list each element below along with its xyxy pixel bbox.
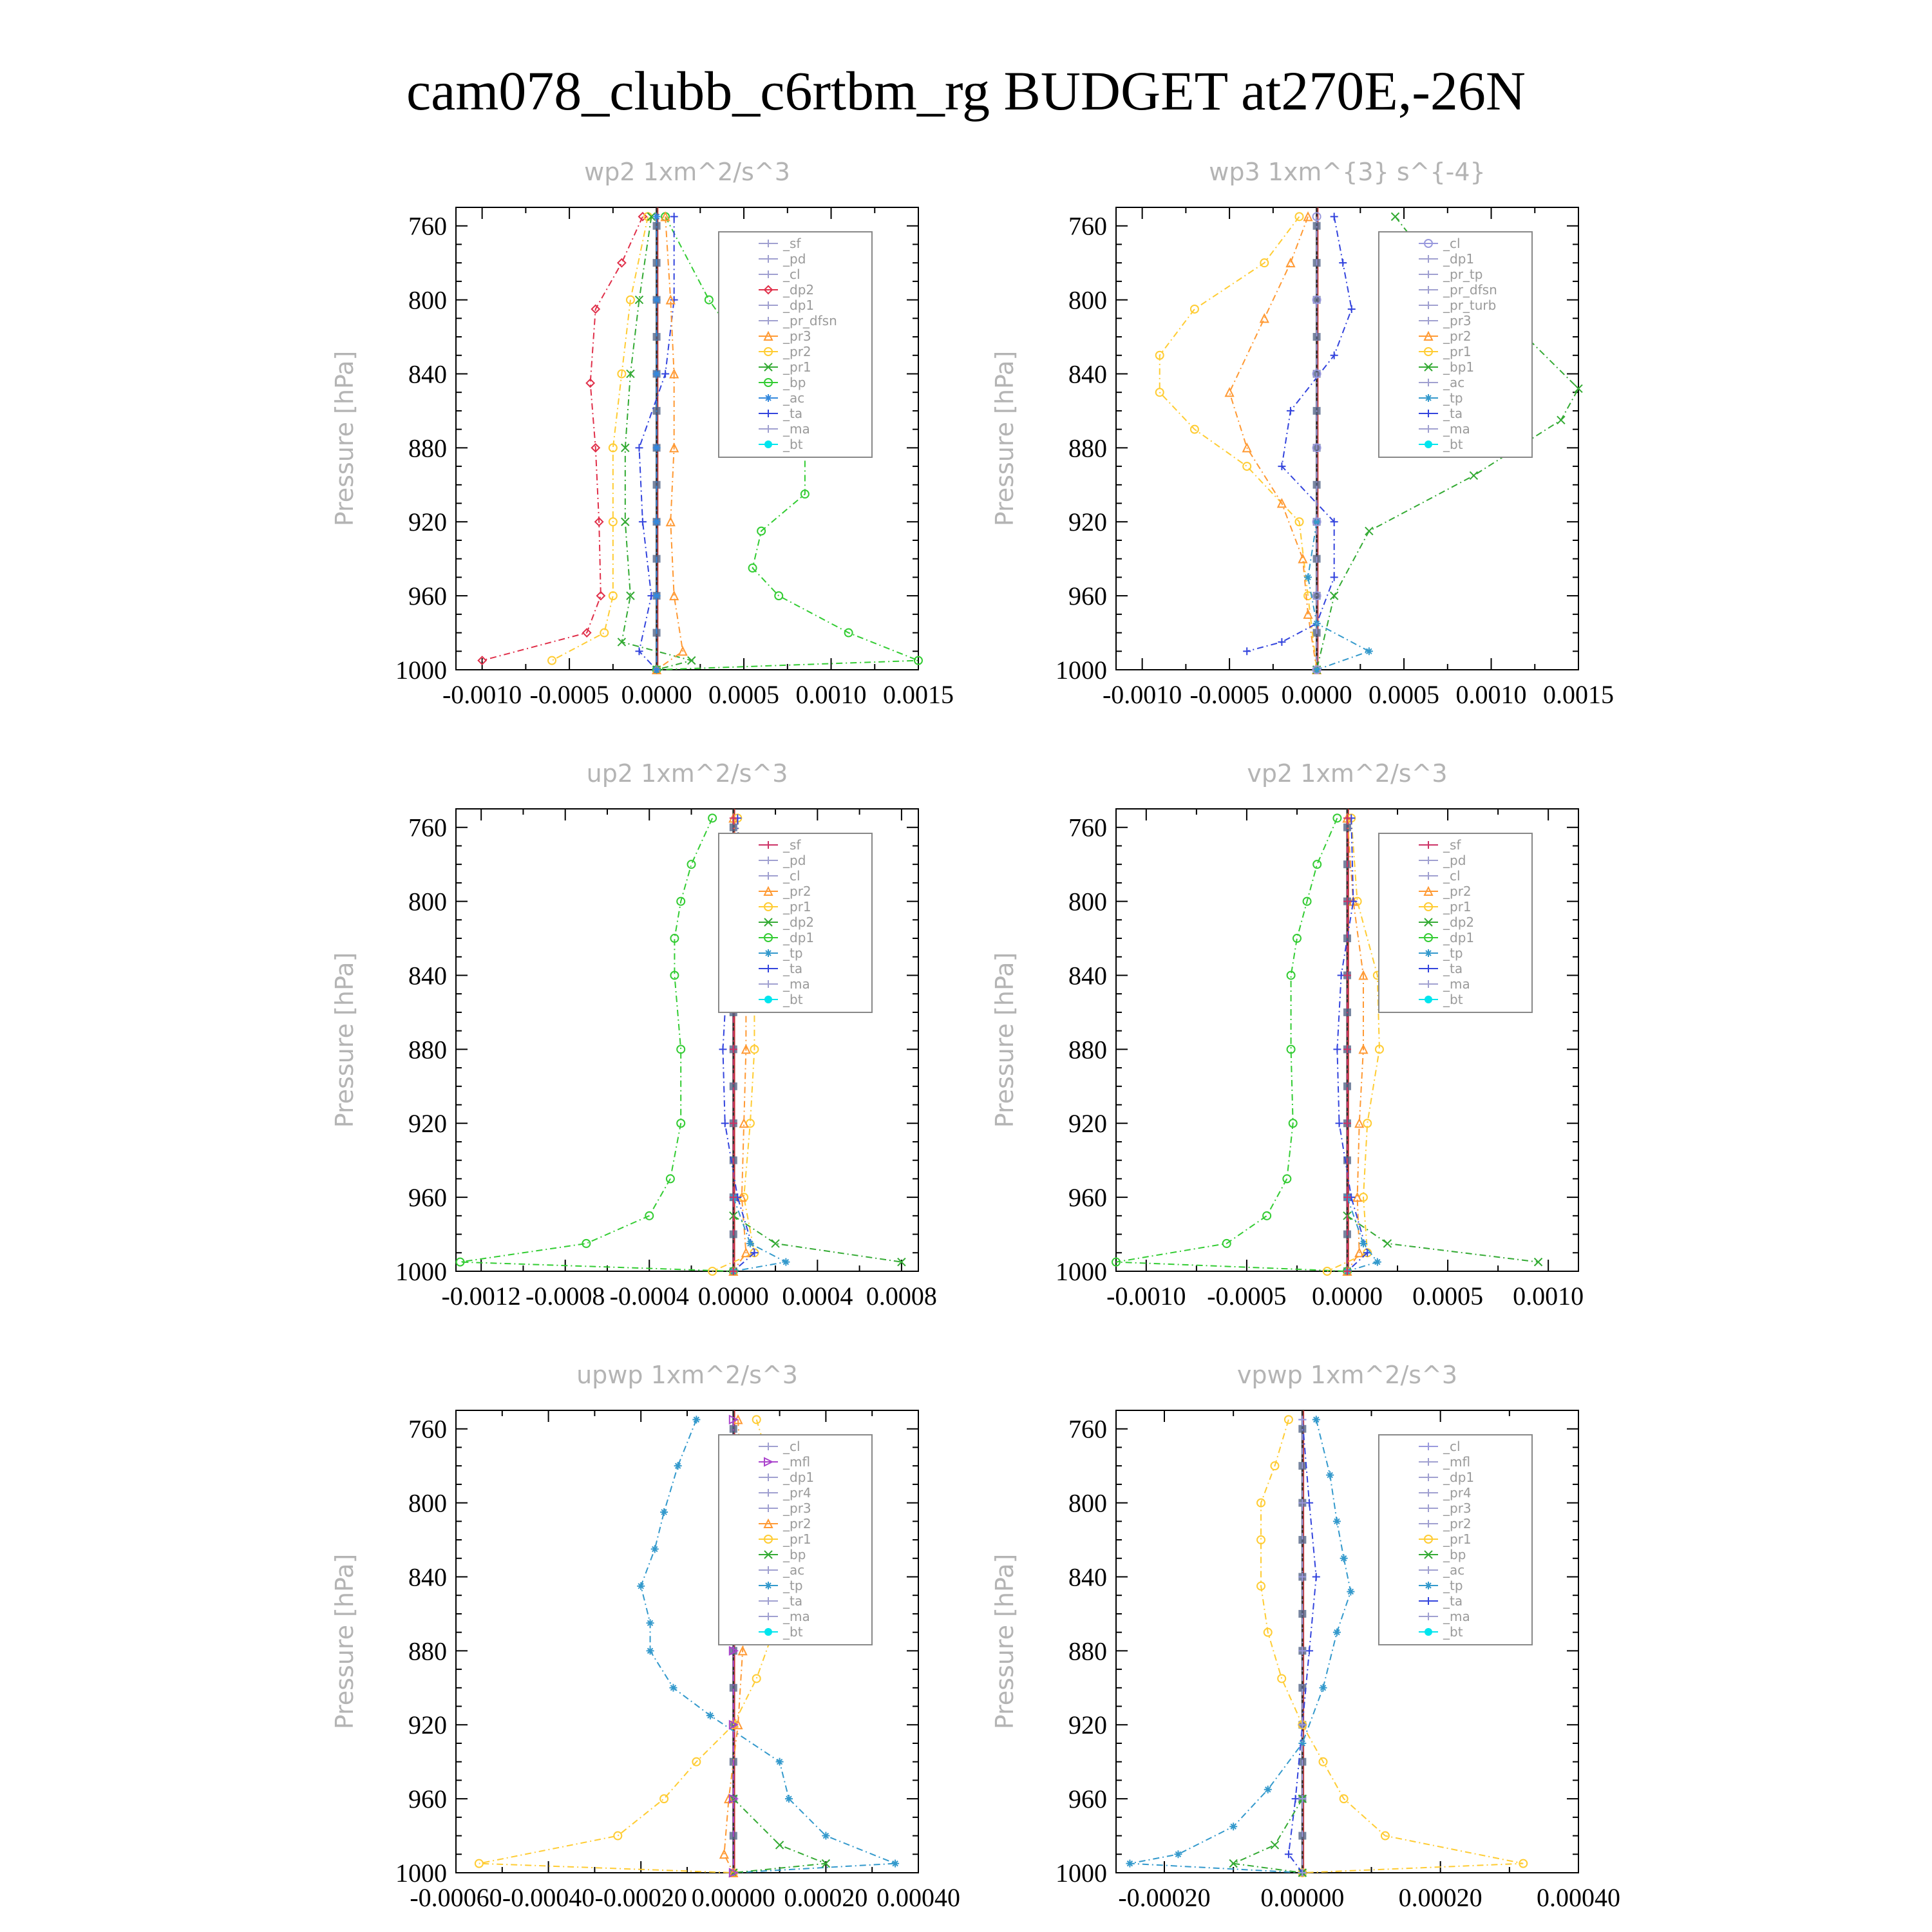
legend-entry: _pr1 [1443, 899, 1472, 914]
x-tick-label: -0.0010 [1102, 680, 1182, 709]
x-tick-label: 0.0015 [1543, 680, 1614, 709]
legend-entry: _cl [1443, 1439, 1461, 1454]
legend-entry: _ta [1443, 961, 1463, 976]
legend-entry: _ta [783, 1593, 803, 1609]
legend-entry: _bt [1443, 1624, 1463, 1640]
legend-entry: _bt [1443, 992, 1463, 1007]
panel-title: wp3 1xm^{3} s^{-4} [1209, 158, 1486, 186]
legend-entry: _pr1 [1443, 344, 1472, 359]
y-tick-label: 800 [408, 887, 447, 916]
legend-entry: _cl [1443, 236, 1461, 251]
x-tick-label: -0.0008 [526, 1282, 605, 1311]
x-tick-label: -0.0005 [1189, 680, 1269, 709]
legend-entry: _pr1 [783, 359, 811, 375]
x-tick-label: -0.0005 [529, 680, 609, 709]
x-tick-label: -0.0005 [1207, 1282, 1287, 1311]
x-tick-label: -0.00040 [502, 1883, 595, 1912]
legend-entry: _pd [1443, 853, 1466, 868]
legend-entry: _ta [783, 406, 803, 421]
legend-entry: _pr_dfsn [783, 313, 837, 328]
legend-entry: _bt [1443, 437, 1463, 452]
y-tick-label: 920 [408, 1109, 447, 1139]
panel-title: wp2 1xm^2/s^3 [584, 158, 790, 186]
x-tick-label: 0.0005 [1368, 680, 1440, 709]
legend-entry: _ta [1443, 1593, 1463, 1609]
legend-entry: _cl [783, 267, 800, 282]
y-tick-label: 920 [1068, 507, 1107, 537]
legend-entry: _cl [1443, 868, 1461, 884]
zero-marker [1343, 824, 1351, 831]
legend-entry: _pr_dfsn [1443, 282, 1497, 298]
legend-marker [1425, 996, 1432, 1003]
legend-entry: _sf [783, 837, 801, 853]
legend-entry: _bp [783, 1547, 806, 1562]
zero-marker [653, 222, 661, 230]
legend-entry: _ma [1443, 1609, 1470, 1624]
x-tick-label: 0.0008 [866, 1282, 937, 1311]
legend-entry: _pr4 [1443, 1485, 1472, 1501]
legend-entry: _tp [1443, 1578, 1463, 1593]
y-tick-label: 1000 [1056, 1257, 1107, 1286]
legend-entry: _tp [783, 945, 803, 961]
legend-entry: _ma [783, 1609, 810, 1624]
legend-entry: _mfl [783, 1454, 811, 1470]
legend-entry: _dp1 [783, 930, 815, 945]
y-tick-label: 920 [1068, 1109, 1107, 1139]
legend-entry: _ma [783, 976, 810, 992]
x-tick-label: 0.0010 [1513, 1282, 1584, 1311]
y-tick-label: 920 [408, 507, 447, 537]
legend-entry: _pr2 [783, 344, 811, 359]
x-tick-label: 0.00040 [876, 1883, 960, 1912]
legend-entry: _dp1 [1443, 930, 1475, 945]
legend-marker [764, 996, 772, 1003]
y-tick-label: 880 [1068, 433, 1107, 463]
x-tick-label: 0.0010 [1455, 680, 1527, 709]
panel-title: vp2 1xm^2/s^3 [1247, 759, 1448, 788]
x-tick-label: -0.00020 [1118, 1883, 1211, 1912]
x-tick-label: -0.0010 [442, 680, 522, 709]
y-tick-label: 960 [1068, 582, 1107, 611]
y-axis-label: Pressure [hPa] [990, 350, 1019, 527]
x-tick-label: 0.0000 [1312, 1282, 1383, 1311]
legend-entry: _ac [1443, 1562, 1465, 1578]
y-tick-label: 760 [408, 1414, 447, 1444]
legend-entry: _pr4 [783, 1485, 811, 1501]
y-tick-label: 760 [1068, 813, 1107, 842]
x-tick-label: 0.0005 [708, 680, 780, 709]
x-tick-label: 0.00000 [691, 1883, 775, 1912]
legend-entry: _ac [783, 390, 805, 406]
legend-entry: _bp1 [1443, 359, 1475, 375]
legend-marker [1425, 1628, 1432, 1636]
zero-marker [730, 824, 737, 831]
y-tick-label: 840 [1068, 1562, 1107, 1592]
legend-entry: _ta [783, 961, 803, 976]
legend-entry: _cl [783, 1439, 800, 1454]
x-tick-label: -0.0012 [441, 1282, 521, 1311]
legend-entry: _dp2 [783, 914, 815, 930]
legend-entry: _ma [1443, 976, 1470, 992]
legend-marker [764, 440, 772, 448]
legend-entry: _sf [1443, 837, 1461, 853]
y-tick-label: 880 [1068, 1035, 1107, 1065]
legend-entry: _pr_turb [1443, 298, 1497, 313]
legend-entry: _ma [1443, 421, 1470, 437]
legend-entry: _pr1 [783, 899, 811, 914]
y-tick-label: 1000 [395, 1257, 447, 1286]
panel-title: vpwp 1xm^2/s^3 [1236, 1361, 1458, 1389]
legend-entry: _pr3 [1443, 1501, 1472, 1516]
legend-entry: _ta [1443, 406, 1463, 421]
y-axis-label: Pressure [hPa] [330, 1553, 359, 1730]
y-tick-label: 880 [408, 433, 447, 463]
y-axis-label: Pressure [hPa] [330, 952, 359, 1128]
y-axis-label: Pressure [hPa] [990, 952, 1019, 1128]
y-tick-label: 960 [408, 1785, 447, 1814]
x-tick-label: 0.00040 [1537, 1883, 1620, 1912]
legend-entry: _ma [783, 421, 810, 437]
y-tick-label: 840 [1068, 359, 1107, 389]
legend-entry: _bt [783, 1624, 803, 1640]
legend-entry: _dp1 [1443, 251, 1475, 267]
y-tick-label: 760 [408, 813, 447, 842]
x-tick-label: 0.00020 [784, 1883, 868, 1912]
y-tick-label: 880 [408, 1035, 447, 1065]
x-tick-label: 0.0000 [697, 1282, 769, 1311]
legend-entry: _dp2 [783, 282, 815, 298]
x-tick-label: 0.0004 [782, 1282, 853, 1311]
legend-entry: _pr3 [783, 328, 811, 344]
y-tick-label: 840 [408, 961, 447, 990]
legend-entry: _pd [783, 853, 806, 868]
figure-title: cam078_clubb_c6rtbm_rg BUDGET at270E,-26N [406, 60, 1526, 122]
y-tick-label: 960 [1068, 1183, 1107, 1213]
y-axis-label: Pressure [hPa] [330, 350, 359, 527]
legend-entry: _ac [1443, 375, 1465, 390]
y-tick-label: 880 [408, 1636, 447, 1666]
y-tick-label: 920 [1068, 1710, 1107, 1740]
y-tick-label: 920 [408, 1710, 447, 1740]
y-tick-label: 800 [1068, 887, 1107, 916]
legend-entry: _bp [1443, 1547, 1466, 1562]
legend-entry: _dp2 [1443, 914, 1475, 930]
y-tick-label: 800 [408, 285, 447, 315]
legend-entry: _tp [1443, 390, 1463, 406]
y-tick-label: 760 [408, 211, 447, 241]
legend-entry: _dp1 [1443, 1470, 1475, 1485]
y-tick-label: 960 [408, 1183, 447, 1213]
x-tick-label: 0.00000 [1260, 1883, 1345, 1912]
y-tick-label: 760 [1068, 211, 1107, 241]
legend-entry: _pr3 [1443, 313, 1472, 328]
y-tick-label: 960 [408, 582, 447, 611]
y-tick-label: 1000 [395, 1859, 447, 1888]
x-tick-label: -0.00020 [594, 1883, 687, 1912]
y-tick-label: 1000 [1056, 1859, 1107, 1888]
y-tick-label: 840 [408, 359, 447, 389]
legend-entry: _pr2 [1443, 1516, 1472, 1531]
legend-marker [1425, 440, 1432, 448]
y-tick-label: 800 [1068, 1488, 1107, 1518]
panel-title: up2 1xm^2/s^3 [586, 759, 788, 788]
x-tick-label: 0.0005 [1412, 1282, 1484, 1311]
legend-marker [764, 1628, 772, 1636]
x-tick-label: -0.00060 [410, 1883, 502, 1912]
y-tick-label: 1000 [1056, 656, 1107, 685]
y-tick-label: 880 [1068, 1636, 1107, 1666]
legend-entry: _ac [783, 1562, 805, 1578]
legend-entry: _dp1 [783, 1470, 815, 1485]
x-tick-label: 0.0015 [883, 680, 954, 709]
y-tick-label: 800 [1068, 285, 1107, 315]
y-tick-label: 840 [408, 1562, 447, 1592]
legend-entry: _bt [783, 437, 803, 452]
legend-entry: _pr3 [783, 1501, 811, 1516]
legend-entry: _pr1 [783, 1531, 811, 1547]
legend-entry: _pr1 [1443, 1531, 1472, 1547]
y-tick-label: 840 [1068, 961, 1107, 990]
legend-entry: _pd [783, 251, 806, 267]
x-tick-label: 0.0000 [621, 680, 692, 709]
legend-entry: _bt [783, 992, 803, 1007]
y-tick-label: 960 [1068, 1785, 1107, 1814]
legend-entry: _pr_tp [1443, 267, 1483, 282]
panel-title: upwp 1xm^2/s^3 [576, 1361, 798, 1389]
x-tick-label: 0.0010 [795, 680, 867, 709]
legend-entry: _bp [783, 375, 806, 390]
legend-entry: _pr2 [783, 884, 811, 899]
legend-entry: _tp [1443, 945, 1463, 961]
zero-marker [730, 1425, 737, 1433]
y-axis-label: Pressure [hPa] [990, 1553, 1019, 1730]
zero-marker [1298, 1425, 1306, 1433]
legend-entry: _pr2 [1443, 884, 1472, 899]
y-tick-label: 760 [1068, 1414, 1107, 1444]
legend-entry: _tp [783, 1578, 803, 1593]
x-tick-label: 0.0000 [1281, 680, 1352, 709]
zero-marker [1313, 222, 1321, 230]
legend-entry: _pr2 [783, 1516, 811, 1531]
y-tick-label: 1000 [395, 656, 447, 685]
legend-entry: _pr2 [1443, 328, 1472, 344]
legend-entry: _sf [783, 236, 801, 251]
x-tick-label: -0.0010 [1106, 1282, 1186, 1311]
legend-entry: _mfl [1443, 1454, 1471, 1470]
legend-entry: _dp1 [783, 298, 815, 313]
x-tick-label: 0.00020 [1398, 1883, 1482, 1912]
x-tick-label: -0.0004 [609, 1282, 689, 1311]
y-tick-label: 800 [408, 1488, 447, 1518]
legend-entry: _cl [783, 868, 800, 884]
